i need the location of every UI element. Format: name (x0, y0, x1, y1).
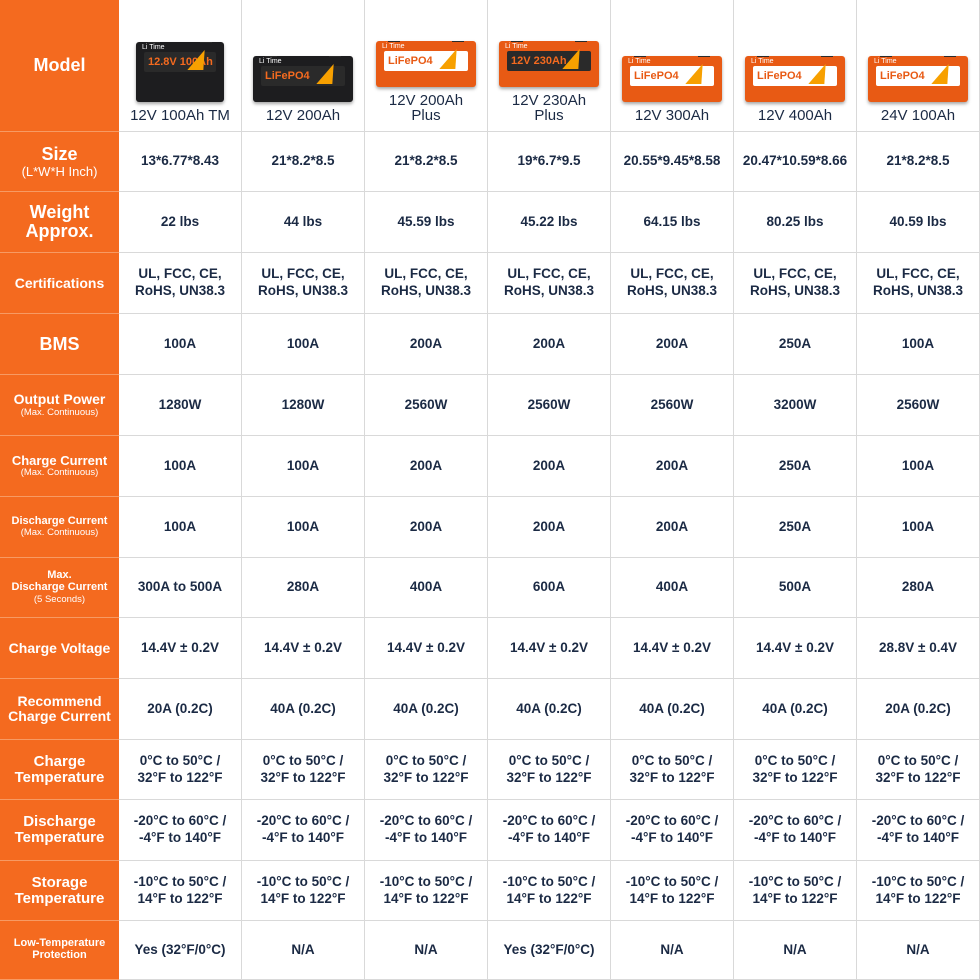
spec-cell: UL, FCC, CE, RoHS, UN38.3 (734, 253, 857, 314)
spec-cell: 21*8.2*8.5 (365, 132, 488, 192)
battery-terminal (200, 42, 212, 43)
battery-terminal (634, 56, 646, 57)
spec-cell: 500A (734, 558, 857, 618)
row-header (0, 861, 119, 921)
spec-cell: 400A (365, 558, 488, 618)
spec-cell: 20A (0.2C) (119, 679, 242, 740)
battery-label: LiFePO4 (630, 66, 714, 86)
spec-cell: UL, FCC, CE, RoHS, UN38.3 (119, 253, 242, 314)
spec-cell: 200A (488, 436, 611, 497)
spec-cell: 0°C to 50°C / 32°F to 122°F (242, 740, 365, 800)
row-header (0, 375, 119, 436)
row-header (0, 558, 119, 618)
spec-cell: Yes (32°F/0°C) (488, 921, 611, 980)
spec-cell: 40A (0.2C) (734, 679, 857, 740)
spec-cell: 100A (242, 436, 365, 497)
spec-cell: -20°C to 60°C / -4°F to 140°F (242, 800, 365, 861)
spec-cell: 13*6.77*8.43 (119, 132, 242, 192)
spec-cell: -20°C to 60°C / -4°F to 140°F (734, 800, 857, 861)
model-cell (734, 0, 857, 132)
spec-cell: UL, FCC, CE, RoHS, UN38.3 (857, 253, 980, 314)
battery-product-image (745, 56, 845, 102)
spec-cell: 14.4V ± 0.2V (734, 618, 857, 679)
spec-cell: 200A (365, 314, 488, 375)
spec-cell: -10°C to 50°C / 14°F to 122°F (365, 861, 488, 921)
spec-cell: 300A to 500A (119, 558, 242, 618)
spec-cell: 40A (0.2C) (365, 679, 488, 740)
model-name: 12V 400Ah (757, 107, 833, 124)
spec-cell: 28.8V ± 0.4V (857, 618, 980, 679)
spec-cell: 100A (242, 497, 365, 558)
spec-cell: 21*8.2*8.5 (857, 132, 980, 192)
model-cell (857, 0, 980, 132)
spec-cell: 2560W (857, 375, 980, 436)
spec-cell: 80.25 lbs (734, 192, 857, 253)
spec-cell: 200A (611, 436, 734, 497)
spec-cell: 200A (365, 436, 488, 497)
row-header-label: Low-Temperature Protection (13, 937, 106, 961)
spec-cell: 0°C to 50°C / 32°F to 122°F (365, 740, 488, 800)
row-header (0, 618, 119, 679)
row-header-label: Storage Temperature (14, 873, 105, 907)
spec-cell: N/A (242, 921, 365, 980)
row-header (0, 253, 119, 314)
spec-cell: -10°C to 50°C / 14°F to 122°F (857, 861, 980, 921)
spec-cell: 0°C to 50°C / 32°F to 122°F (119, 740, 242, 800)
battery-terminal (148, 42, 160, 43)
battery-brand-logo: Li Time (505, 43, 528, 50)
battery-product-image (868, 56, 968, 102)
spec-cell: 200A (611, 497, 734, 558)
model-cell (119, 0, 242, 132)
battery-terminal (575, 41, 587, 42)
spec-cell: -20°C to 60°C / -4°F to 140°F (119, 800, 242, 861)
spec-cell: 19*6.7*9.5 (488, 132, 611, 192)
spec-cell: -20°C to 60°C / -4°F to 140°F (488, 800, 611, 861)
battery-product-image (376, 41, 476, 87)
row-header (0, 800, 119, 861)
model-cell (488, 0, 611, 132)
spec-cell: -20°C to 60°C / -4°F to 140°F (365, 800, 488, 861)
spec-cell: 2560W (611, 375, 734, 436)
spec-cell: 100A (119, 497, 242, 558)
spec-cell: 14.4V ± 0.2V (119, 618, 242, 679)
spec-cell: 2560W (365, 375, 488, 436)
spec-cell: 100A (119, 314, 242, 375)
battery-brand-logo: Li Time (142, 44, 165, 51)
spec-cell: 100A (242, 314, 365, 375)
battery-terminal (388, 41, 400, 42)
spec-cell: UL, FCC, CE, RoHS, UN38.3 (365, 253, 488, 314)
battery-terminal (329, 56, 341, 57)
row-header-sublabel: (Max. Continuous) (20, 527, 99, 539)
spec-cell: 250A (734, 314, 857, 375)
spec-cell: N/A (611, 921, 734, 980)
model-cell (365, 0, 488, 132)
battery-label: LiFePO4 (384, 51, 468, 71)
row-header-sublabel: (5 Seconds) (33, 593, 86, 605)
battery-terminal (821, 56, 833, 57)
spec-cell: 0°C to 50°C / 32°F to 122°F (611, 740, 734, 800)
spec-cell: N/A (734, 921, 857, 980)
spec-cell: N/A (365, 921, 488, 980)
row-header-label: Output Power (13, 391, 106, 408)
spec-cell: 200A (611, 314, 734, 375)
row-header (0, 921, 119, 980)
row-header (0, 497, 119, 558)
spec-cell: -10°C to 50°C / 14°F to 122°F (488, 861, 611, 921)
spec-cell: 40.59 lbs (857, 192, 980, 253)
spec-cell: 20.47*10.59*8.66 (734, 132, 857, 192)
row-header-label: Size (41, 143, 78, 164)
battery-brand-logo: Li Time (259, 58, 282, 65)
spec-cell: UL, FCC, CE, RoHS, UN38.3 (611, 253, 734, 314)
row-header (0, 436, 119, 497)
model-name: 12V 200Ah (265, 107, 341, 124)
spec-cell: 40A (0.2C) (611, 679, 734, 740)
spec-cell: 0°C to 50°C / 32°F to 122°F (734, 740, 857, 800)
spec-cell: N/A (857, 921, 980, 980)
battery-label: LiFePO4 (876, 66, 960, 86)
row-header-sublabel: (Max. Continuous) (20, 406, 99, 418)
spec-cell: -20°C to 60°C / -4°F to 140°F (857, 800, 980, 861)
spec-cell: -10°C to 50°C / 14°F to 122°F (242, 861, 365, 921)
battery-brand-logo: Li Time (874, 58, 897, 65)
row-header-sublabel: (L*W*H Inch) (21, 163, 98, 179)
spec-cell: 1280W (119, 375, 242, 436)
spec-cell: 0°C to 50°C / 32°F to 122°F (857, 740, 980, 800)
battery-terminal (698, 56, 710, 57)
row-header-label: BMS (39, 333, 80, 354)
spec-cell: 14.4V ± 0.2V (611, 618, 734, 679)
spec-cell: 45.22 lbs (488, 192, 611, 253)
battery-brand-logo: Li Time (628, 58, 651, 65)
spec-cell: 250A (734, 436, 857, 497)
model-name: 12V 200Ah Plus (388, 92, 464, 124)
battery-product-image (622, 56, 722, 102)
row-header-label: Certifications (14, 274, 105, 291)
spec-cell: 100A (857, 497, 980, 558)
battery-terminal (757, 56, 769, 57)
model-cell (242, 0, 365, 132)
spec-cell: UL, FCC, CE, RoHS, UN38.3 (488, 253, 611, 314)
spec-cell: 280A (857, 558, 980, 618)
battery-product-image (136, 42, 224, 102)
spec-cell: 14.4V ± 0.2V (488, 618, 611, 679)
row-header-label: Max. Discharge Current (11, 569, 108, 594)
model-name: 12V 300Ah (634, 107, 710, 124)
row-header (0, 679, 119, 740)
row-header-sublabel: (Max. Continuous) (20, 467, 99, 479)
row-header-label: Weight Approx. (25, 202, 94, 241)
spec-cell: 100A (857, 436, 980, 497)
spec-cell: 200A (365, 497, 488, 558)
spec-cell: 64.15 lbs (611, 192, 734, 253)
row-header (0, 0, 119, 132)
battery-terminal (511, 41, 523, 42)
spec-cell: 200A (488, 314, 611, 375)
model-name: 12V 100Ah TM (130, 107, 230, 124)
spec-cell: -10°C to 50°C / 14°F to 122°F (119, 861, 242, 921)
spec-cell: 1280W (242, 375, 365, 436)
spec-cell: 400A (611, 558, 734, 618)
spec-cell: 40A (0.2C) (242, 679, 365, 740)
spec-cell: 20.55*9.45*8.58 (611, 132, 734, 192)
spec-cell: 600A (488, 558, 611, 618)
spec-cell: 100A (857, 314, 980, 375)
battery-terminal (452, 41, 464, 42)
spec-cell: Yes (32°F/0°C) (119, 921, 242, 980)
row-header-label: Recommend Charge Current (8, 693, 111, 724)
spec-cell: 40A (0.2C) (488, 679, 611, 740)
spec-cell: 20A (0.2C) (857, 679, 980, 740)
spec-cell: 200A (488, 497, 611, 558)
row-header-label: Discharge Current (11, 514, 108, 527)
spec-cell: 280A (242, 558, 365, 618)
spec-cell: 21*8.2*8.5 (242, 132, 365, 192)
spec-cell: 22 lbs (119, 192, 242, 253)
spec-cell: 250A (734, 497, 857, 558)
battery-label: LiFePO4 (261, 66, 345, 86)
battery-brand-logo: Li Time (751, 58, 774, 65)
battery-terminal (944, 56, 956, 57)
battery-terminal (265, 56, 277, 57)
spec-cell: 44 lbs (242, 192, 365, 253)
battery-label: 12V 230Ah (507, 51, 591, 71)
row-header (0, 314, 119, 375)
spec-cell: 3200W (734, 375, 857, 436)
spec-cell: -10°C to 50°C / 14°F to 122°F (611, 861, 734, 921)
spec-cell: UL, FCC, CE, RoHS, UN38.3 (242, 253, 365, 314)
battery-brand-logo: Li Time (382, 43, 405, 50)
spec-cell: 45.59 lbs (365, 192, 488, 253)
battery-terminal (880, 56, 892, 57)
row-header-label: Charge Current (11, 452, 108, 468)
battery-product-image (499, 41, 599, 87)
row-header (0, 192, 119, 253)
battery-product-image (253, 56, 353, 102)
row-header-label: Discharge Temperature (14, 813, 105, 846)
row-header-label: Charge Temperature (14, 752, 105, 786)
row-header (0, 740, 119, 800)
spec-cell: 14.4V ± 0.2V (365, 618, 488, 679)
spec-cell: 100A (119, 436, 242, 497)
row-header-label: Model (33, 55, 86, 76)
spec-cell: 2560W (488, 375, 611, 436)
battery-label: LiFePO4 (753, 66, 837, 86)
row-header (0, 132, 119, 192)
spec-cell: -10°C to 50°C / 14°F to 122°F (734, 861, 857, 921)
model-name: 24V 100Ah (880, 107, 956, 124)
battery-label: 12.8V 100Ah (144, 52, 216, 72)
row-header-label: Charge Voltage (8, 639, 111, 656)
model-name: 12V 230Ah Plus (511, 92, 587, 124)
spec-cell: 14.4V ± 0.2V (242, 618, 365, 679)
spec-cell: -20°C to 60°C / -4°F to 140°F (611, 800, 734, 861)
spec-cell: 0°C to 50°C / 32°F to 122°F (488, 740, 611, 800)
model-cell (611, 0, 734, 132)
